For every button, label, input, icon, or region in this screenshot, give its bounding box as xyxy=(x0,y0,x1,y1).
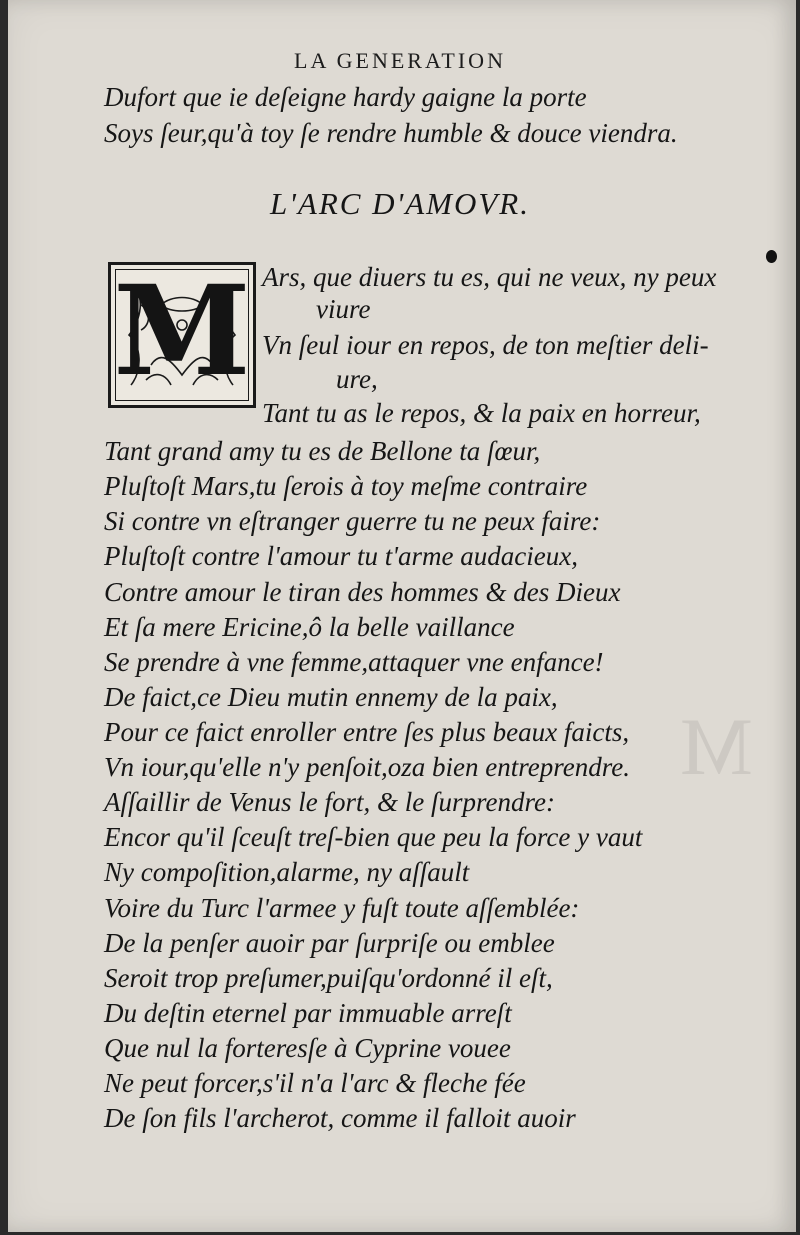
poem-line: Aſſaillir de Venus le fort, & le ſurprendre: xyxy=(104,787,555,817)
poem-line: Pluſtoſt Mars,tu ſerois à toy meſme contraire xyxy=(104,471,588,501)
drop-cap-letter: M xyxy=(113,259,251,404)
poem-line: Et ſa mere Ericine,ô la belle vaillance xyxy=(104,612,515,642)
poem-line: Vn ſeul iour en repos, de ton meſtier deli- xyxy=(262,330,709,360)
decorated-initial xyxy=(108,259,256,408)
poem-line: Tant grand amy tu es de Bellone ta ſœur, xyxy=(104,436,541,466)
poem-line: De faict,ce Dieu mutin ennemy de la paix, xyxy=(104,682,558,712)
poem-line: Pour ce faict enroller entre ſes plus beaux faicts, xyxy=(104,717,630,747)
poem-line: Se prendre à vne femme,attaquer vne enfance! xyxy=(104,647,604,677)
poem-line: Pluſtoſt contre l'amour tu t'arme audacieux, xyxy=(104,541,578,571)
poem-line: Du deſtin eternel par immuable arreſt xyxy=(104,998,512,1028)
poem-line: Ars, que diuers tu es, qui ne veux, ny peux xyxy=(262,262,717,292)
poem-line: Voire du Turc l'armee y fuſt toute aſſemblée: xyxy=(104,893,580,923)
poem-line: Ne peut forcer,s'il n'a l'arc & fleche fée xyxy=(104,1068,526,1098)
poem-line: Ny compoſition,alarme, ny aſſault xyxy=(104,857,470,887)
ink-dot xyxy=(766,250,777,263)
poem-line: Vn iour,qu'elle n'y penſoit,oza bien entreprendre. xyxy=(104,752,630,782)
poem-line: Que nul la forteresſe à Cyprine vouee xyxy=(104,1033,511,1063)
running-head: LA GENERATION xyxy=(294,48,506,73)
poem-line: Si contre vn eſtranger guerre tu ne peux faire: xyxy=(104,506,601,536)
poem-line: Encor qu'il ſceuſt treſ-bien que peu la force y vaut xyxy=(104,822,643,852)
poem-line: ure, xyxy=(336,364,378,394)
poem-line: Tant tu as le repos, & la paix en horreur, xyxy=(262,398,701,428)
poem-line: Seroit trop preſumer,puiſqu'ordonné il eſt, xyxy=(104,963,553,993)
poem-title: L'ARC D'AMOVR. xyxy=(270,186,530,221)
poem-line: Contre amour le tiran des hommes & des Dieux xyxy=(104,577,621,607)
poem-line: viure xyxy=(316,294,371,324)
opening-line-2: Soys ſeur,qu'à toy ſe rendre humble & douce viendra. xyxy=(104,118,678,148)
opening-line-1: Dufort que ie deſeigne hardy gaigne la porte xyxy=(104,82,587,112)
poem-line: De ſon fils l'archerot, comme il falloit auoir xyxy=(104,1103,576,1133)
poem-line: De la penſer auoir par ſurpriſe ou emblee xyxy=(104,928,555,958)
